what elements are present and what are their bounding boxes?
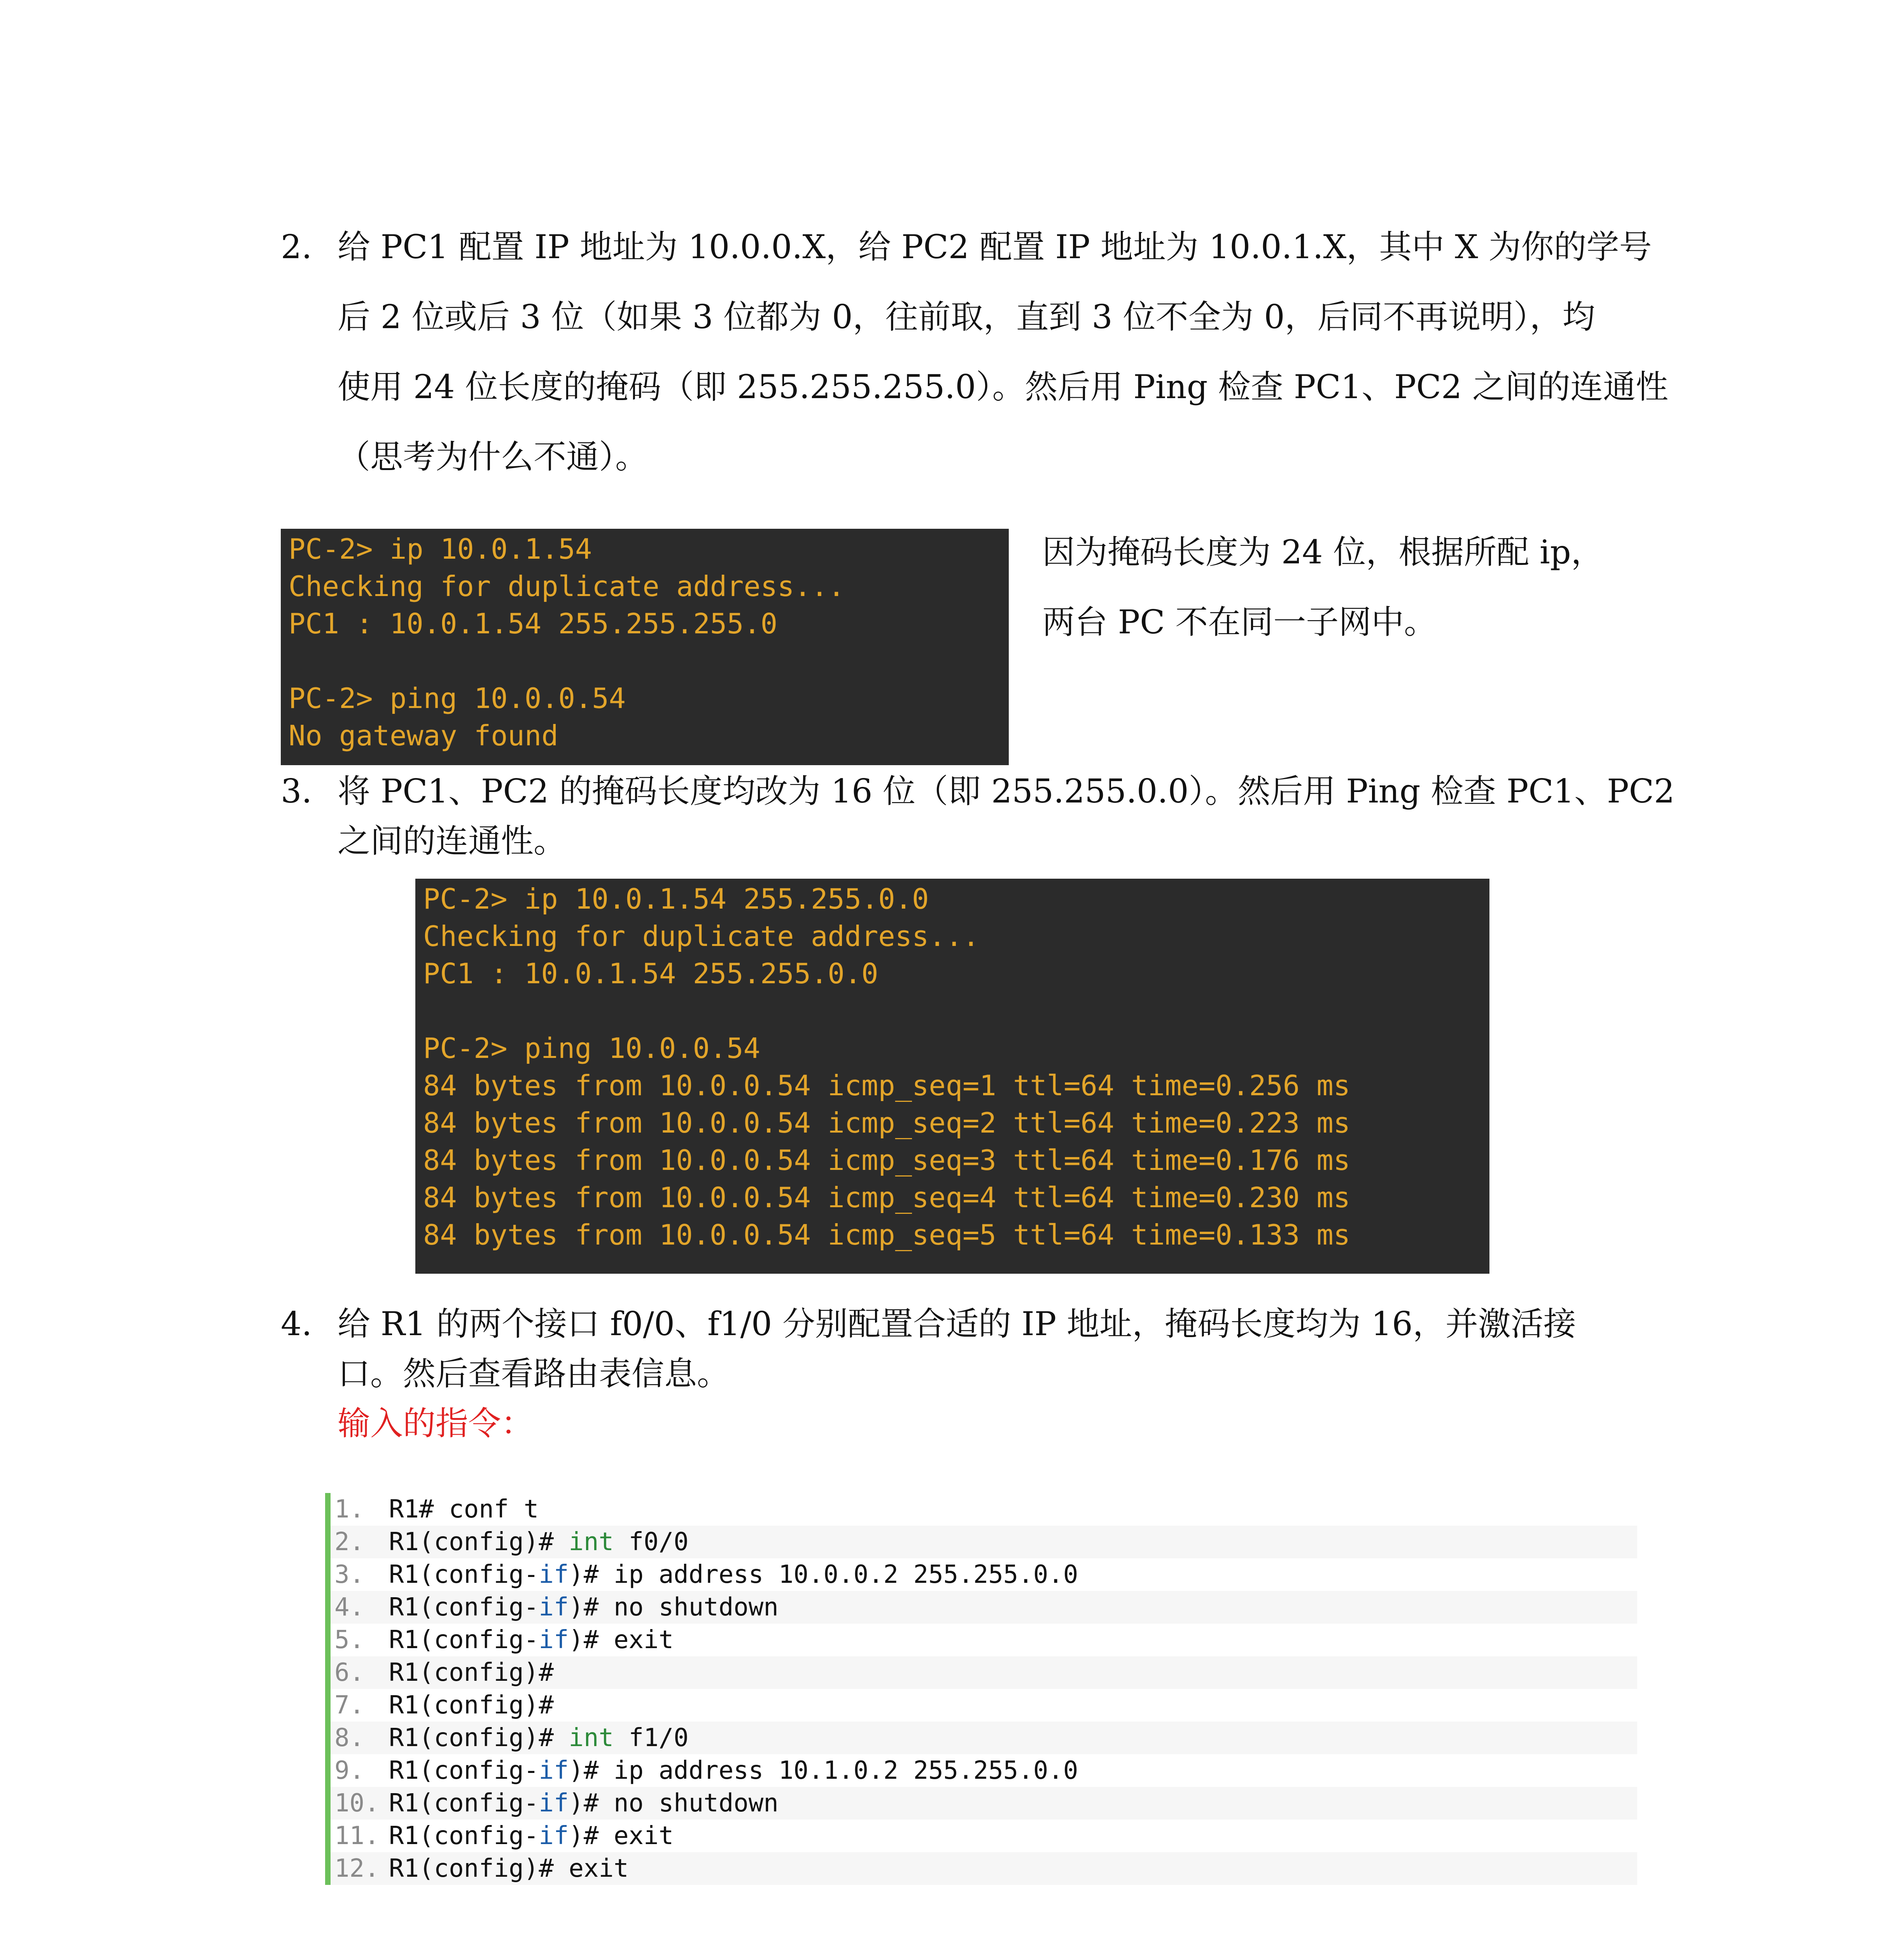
step-4-line-2: 口。然后查看路由表信息。	[338, 1355, 730, 1393]
code-text: R1(config-	[389, 1593, 539, 1622]
code-text: )# ip address 10.0.0.2 255.255.0.0	[569, 1560, 1078, 1589]
code-line	[331, 1656, 1637, 1689]
step-number: 3.	[281, 772, 312, 810]
code-text: R1(config)#	[389, 1724, 569, 1752]
terminal-line: PC-2> ip 10.0.1.54 255.255.0.0	[423, 883, 929, 915]
step-number: 2.	[281, 228, 312, 266]
line-number: 3.	[334, 1560, 365, 1589]
code-line	[331, 1526, 1637, 1558]
line-number: 8.	[334, 1724, 365, 1752]
code-keyword: int	[569, 1528, 614, 1556]
code-text: R1(config-	[389, 1789, 539, 1818]
code-text: R1# conf t	[389, 1495, 539, 1524]
code-line	[331, 1591, 1637, 1624]
code-text: R1(config-	[389, 1626, 539, 1654]
terminal-line: PC-2> ip 10.0.1.54	[289, 533, 592, 565]
code-keyword: if	[539, 1789, 569, 1818]
terminal-line: 84 bytes from 10.0.0.54 icmp_seq=4 ttl=64 time=0.230 ms	[423, 1181, 1351, 1214]
code-line	[331, 1754, 1637, 1787]
code-line	[331, 1624, 1637, 1656]
line-number: 10.	[334, 1789, 380, 1818]
step-2-line-1: 给 PC1 配置 IP 地址为 10.0.0.X，给 PC2 配置 IP 地址为 10.0.1.X，其中 X 为你的学号	[338, 228, 1652, 266]
code-text: R1(config)# exit	[389, 1854, 629, 1883]
step-2-line-2: 后 2 位或后 3 位（如果 3 位都为 0，往前取，直到 3 位不全为 0，后同不再说明），均	[338, 298, 1595, 336]
code-line	[331, 1820, 1637, 1852]
code-text: R1(config-	[389, 1756, 539, 1785]
terminal-line: PC-2> ping 10.0.0.54	[289, 682, 626, 715]
line-number: 5.	[334, 1626, 365, 1654]
terminal-line: 84 bytes from 10.0.0.54 icmp_seq=2 ttl=64 time=0.223 ms	[423, 1107, 1351, 1139]
input-commands-label: 输入的指令：	[338, 1404, 534, 1442]
terminal-line: Checking for duplicate address...	[289, 570, 845, 603]
terminal-screenshot-1	[281, 529, 1009, 765]
code-text: f1/0	[613, 1724, 689, 1752]
step-2-line-4: （思考为什么不通）。	[338, 438, 648, 476]
code-keyword: int	[569, 1724, 614, 1752]
step-3-line-2: 之间的连通性。	[338, 822, 567, 860]
code-text: f0/0	[613, 1528, 689, 1556]
code-text: R1(config)#	[389, 1658, 554, 1687]
code-text: )# no shutdown	[569, 1789, 779, 1818]
code-text: )# exit	[569, 1822, 674, 1850]
code-keyword: if	[539, 1593, 569, 1622]
code-line	[331, 1787, 1637, 1820]
code-line	[331, 1558, 1637, 1591]
terminal-line: PC1 : 10.0.1.54 255.255.0.0	[423, 957, 878, 990]
terminal-line: PC1 : 10.0.1.54 255.255.255.0	[289, 607, 778, 640]
line-number: 1.	[334, 1495, 365, 1524]
code-text: R1(config)#	[389, 1691, 554, 1720]
terminal-line: 84 bytes from 10.0.0.54 icmp_seq=3 ttl=64 time=0.176 ms	[423, 1144, 1351, 1177]
terminal-line	[289, 642, 1009, 680]
line-number: 7.	[334, 1691, 365, 1720]
code-text: )# ip address 10.1.0.2 255.255.0.0	[569, 1756, 1078, 1785]
code-text: R1(config-	[389, 1560, 539, 1589]
step-3-line-1: 将 PC1、PC2 的掩码长度均改为 16 位（即 255.255.0.0）。然后用 Ping 检查 PC1、PC2	[338, 772, 1675, 810]
terminal-line	[423, 992, 1489, 1030]
terminal-screenshot-2	[415, 879, 1489, 1274]
code-line	[331, 1493, 1637, 1526]
step-2-line-3: 使用 24 位长度的掩码（即 255.255.255.0）。然后用 Ping 检查 PC1、PC2 之间的连通性	[338, 368, 1669, 406]
note-line-1: 因为掩码长度为 24 位，根据所配 ip，	[1042, 533, 1604, 571]
line-number: 6.	[334, 1658, 365, 1687]
line-number: 12.	[334, 1854, 380, 1883]
line-number: 9.	[334, 1756, 365, 1785]
step-number: 4.	[281, 1305, 312, 1343]
line-number: 11.	[334, 1822, 380, 1850]
terminal-line: 84 bytes from 10.0.0.54 icmp_seq=1 ttl=64 time=0.256 ms	[423, 1069, 1351, 1102]
code-line	[331, 1852, 1637, 1885]
code-text: )# exit	[569, 1626, 674, 1654]
code-text: R1(config)#	[389, 1528, 569, 1556]
code-line	[331, 1722, 1637, 1754]
line-number: 4.	[334, 1593, 365, 1622]
code-keyword: if	[539, 1756, 569, 1785]
code-text: R1(config-	[389, 1822, 539, 1850]
code-keyword: if	[539, 1560, 569, 1589]
line-number: 2.	[334, 1528, 365, 1556]
code-line	[331, 1689, 1637, 1722]
terminal-line: No gateway found	[289, 719, 558, 752]
explanation-note	[1042, 517, 1604, 657]
code-keyword: if	[539, 1626, 569, 1654]
code-text: )# no shutdown	[569, 1593, 779, 1622]
step-4-line-1: 给 R1 的两个接口 f0/0、f1/0 分别配置合适的 IP 地址，掩码长度均为 16，并激活接	[338, 1305, 1576, 1343]
code-listing	[325, 1493, 1637, 1885]
terminal-line: Checking for duplicate address...	[423, 920, 980, 953]
code-keyword: if	[539, 1822, 569, 1850]
terminal-line: PC-2> ping 10.0.0.54	[423, 1032, 760, 1065]
note-line-2: 两台 PC 不在同一子网中。	[1042, 603, 1437, 641]
terminal-line: 84 bytes from 10.0.0.54 icmp_seq=5 ttl=64 time=0.133 ms	[423, 1218, 1351, 1251]
